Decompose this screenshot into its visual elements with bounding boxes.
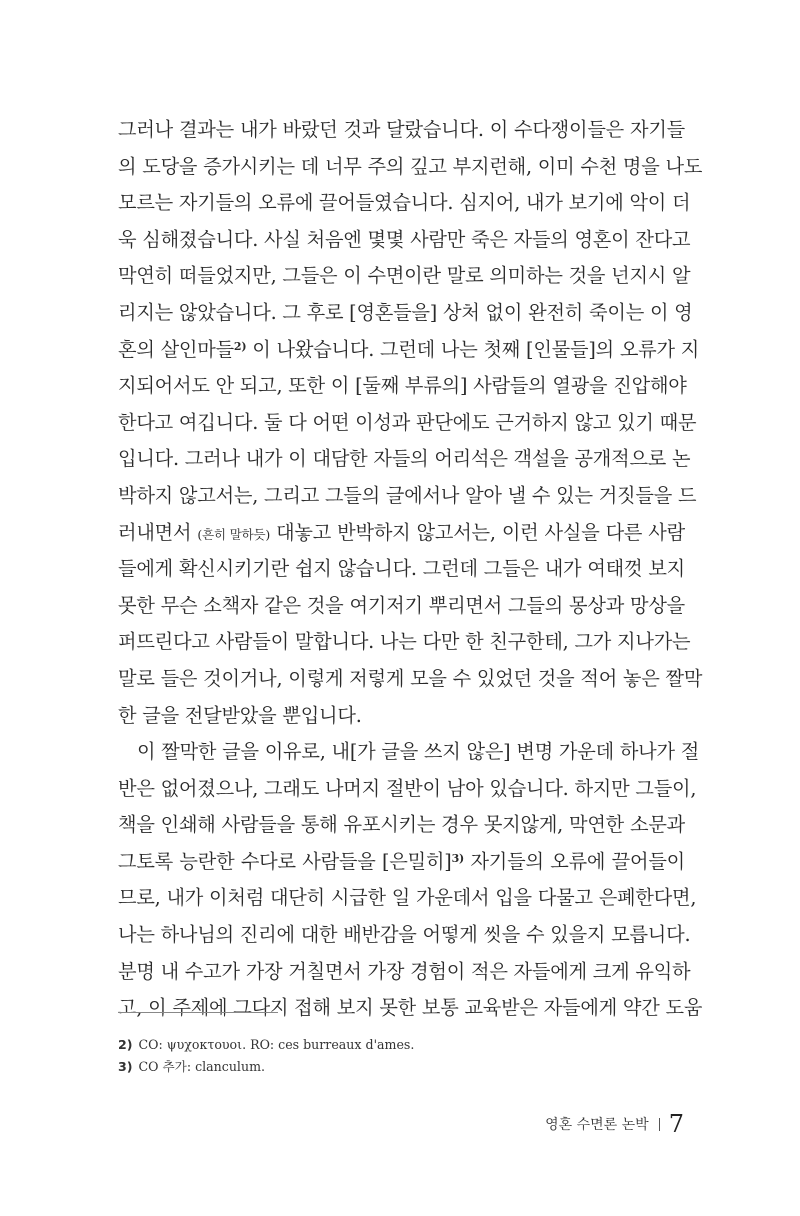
page-number: 7 [668,1110,684,1138]
text-line: 못한 무슨 소책자 같은 것을 여기저기 뿌리면서 그들의 몽상과 망상을 [118,593,685,617]
text-line: 막연히 떠들었지만, 그들은 이 수면이란 말로 의미하는 것을 넌지시 알 [118,264,691,288]
text-segment: 러내면서 [118,520,198,544]
text-segment: 이 나왔습니다. 그런데 나는 첫째 [인물들]의 오류가 지 [246,337,700,361]
text-line [118,515,685,552]
text-line: 리지는 않았습니다. 그 후로 [영혼들을] 상처 없이 완전히 죽이는 이 영 [118,300,693,324]
running-footer [545,1110,684,1138]
text-line: 욱 심해졌습니다. 사실 처음엔 몇몇 사람만 죽은 자들의 영혼이 잔다고 [118,227,691,251]
footnote-ref: 2) [233,339,247,353]
text-line: 지되어서도 안 되고, 또한 이 [둘째 부류의] 사람들의 열광을 진압해야 [118,374,687,398]
text-line: 한 글을 전달받았을 뿐입니다. [118,703,362,727]
footnote-text: CO 추가: clanculum. [138,1059,266,1074]
text-line: 책을 인쇄해 사람들을 통해 유포시키는 경우 못지않게, 막연한 소문과 [118,813,685,837]
text-line: 들에게 확신시키기란 쉽지 않습니다. 그런데 그들은 내가 여태껏 보지 [118,557,685,581]
text-segment: 혼의 살인마들 [118,337,234,361]
footnote-divider [118,1012,278,1013]
text-line: 분명 내 수고가 가장 거칠면서 가장 경험이 적은 자들에게 크게 유익하 [118,959,691,983]
footnote-ref: 3) [451,851,465,865]
running-title: 영혼 수면론 논박 [545,1117,649,1133]
text-line: 입니다. 그러나 내가 이 대담한 자들의 어리석은 객설을 공개적으로 논 [118,447,691,471]
parenthetical-note: (흔히 말하듯) [197,526,271,542]
text-line: 한다고 여깁니다. 둘 다 어떤 이성과 판단에도 근거하지 않고 있기 때문 [118,410,697,434]
text-line: 의 도당을 증가시키는 데 너무 주의 깊고 부지런해, 이미 수천 명을 나도 [118,154,703,178]
footer-separator [659,1118,660,1131]
footnote-number: 3) [118,1059,133,1074]
body-text [118,112,703,1027]
text-line: 박하지 않고서는, 그리고 그들의 글에서나 알아 낼 수 있는 거짓들을 드 [118,483,697,507]
text-line: 말로 들은 것이거나, 이렇게 저렇게 모을 수 있었던 것을 적어 놓은 짤막 [118,666,703,690]
footnote-number: 2) [118,1037,133,1052]
text-segment: 그토록 능란한 수다로 사람들을 [은밀히] [118,849,452,873]
text-line: 나는 하나님의 진리에 대한 배반감을 어떻게 씻을 수 있을지 모릅니다. [118,923,691,947]
text-line: 모르는 자기들의 오류에 끌어들였습니다. 심지어, 내가 보기에 악이 더 [118,191,691,215]
footnote-text: CO: ψυχοκτουοι. RO: ces burreaux d'ames. [138,1037,415,1052]
text-line: 므로, 내가 이처럼 대단히 시급한 일 가운데서 입을 다물고 은폐한다면, [118,886,697,910]
text-line: 퍼뜨린다고 사람들이 말합니다. 나는 다만 한 친구한테, 그가 지나가는 [118,630,691,654]
text-line: 그러나 결과는 내가 바랐던 것과 달랐습니다. 이 수다쟁이들은 자기들 [118,118,685,141]
text-line: 반은 없어졌으나, 그래도 나머지 절반이 남아 있습니다. 하지만 그들이, [118,776,697,800]
text-line: 고, 이 주제에 그다지 접해 보지 못한 보통 교육받은 자들에게 약간 도움 [118,996,703,1020]
text-line [118,844,685,881]
footnotes [118,1034,688,1078]
text-line: 이 짤막한 글을 이유로, 내[가 글을 쓰지 않은] 변명 가운데 하나가 절 [137,740,700,764]
footnote-item [118,1034,688,1056]
footnote-item [118,1056,688,1078]
text-segment: 자기들의 오류에 끌어들이 [464,849,685,873]
text-line [118,332,700,369]
text-segment: 대놓고 반박하지 않고서는, 이런 사실을 다른 사람 [270,520,685,544]
